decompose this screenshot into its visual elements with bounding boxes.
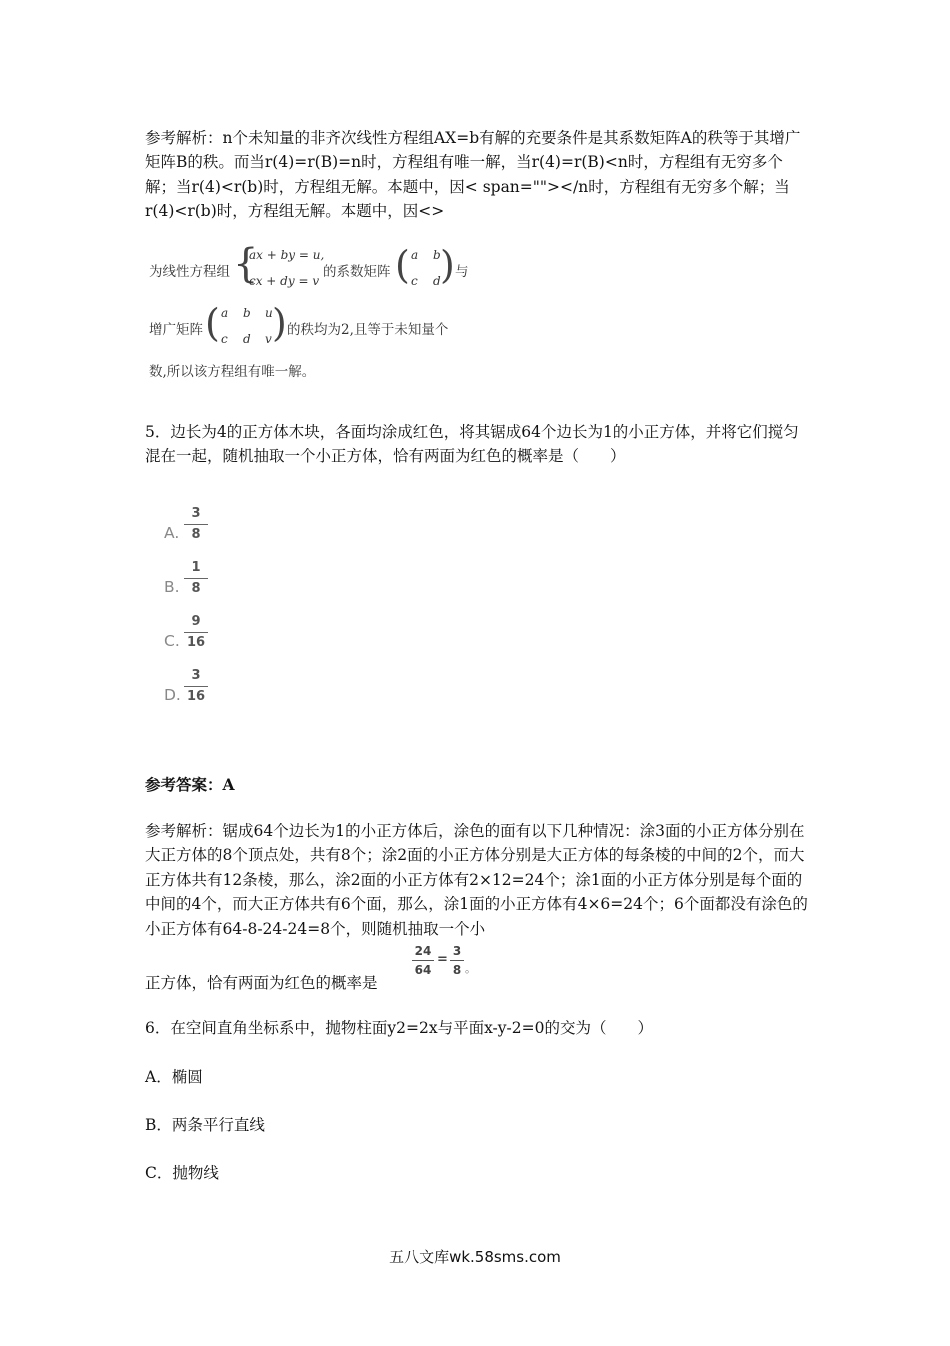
aug-c: c xyxy=(221,332,228,346)
figure-line1-suffix: 与 xyxy=(455,264,469,280)
coef-b: b xyxy=(433,248,441,262)
analysis-end-line: 正方体，恰有两面为红色的概率是 xyxy=(145,974,378,992)
answer-label: 参考答案：A xyxy=(145,775,235,794)
right-paren-icon: ) xyxy=(272,301,287,345)
option-c-letter: C. xyxy=(164,632,180,650)
option-d-letter: D. xyxy=(164,686,181,704)
aug-v: v xyxy=(265,332,272,346)
footer-site: 五八文库wk.58sms.com xyxy=(389,1248,561,1266)
question-6: 6．在空间直角坐标系中，抛物柱面y2=2x与平面x-y-2=0的交为（ ） xyxy=(145,1019,653,1037)
option-b-letter: B. xyxy=(164,578,180,596)
result-equals: = xyxy=(437,952,448,967)
analysis-paragraph-2: 参考解析：锯成64个边长为1的小正方体后，涂色的面有以下几种情况：涂3面的小正方体分别在大正方体的8个顶点处，共有8个；涂2面的小正方体分别是大正方体的每条棱的中间的2个，而大正方体共有12条棱，那么，涂2面的小正方体有2×12=24个；涂1面的小正方体分别是每个面的中间的4个，而大正方体共有6个面，那么，涂1面的小正方体有4×6=24个；6个面都没有涂色的小正方体有64-8-24-24=8个，则随机抽取一个小 xyxy=(145,822,808,938)
option-c-fraction: 9 16 xyxy=(184,615,208,650)
figure-line2-prefix: 增广矩阵 xyxy=(149,322,203,338)
aug-b: b xyxy=(243,306,251,320)
equation-1: ax + by = u, xyxy=(249,248,325,262)
coef-c: c xyxy=(411,274,418,288)
coef-d: d xyxy=(433,274,441,288)
question-5: 5．边长为4的正方体木块，各面均涂成红色，将其锯成64个边长为1的小正方体，并将它们搅匀混在一起，随机抽取一个小正方体，恰有两面为红色的概率是（ ） xyxy=(145,423,799,466)
figure-line2-suffix: 的秩均为2,且等于未知量个 xyxy=(287,322,449,338)
equation-2: cx + dy = v xyxy=(249,274,320,288)
q6-option-b: B．两条平行直线 xyxy=(145,1116,265,1134)
brace-icon: { xyxy=(233,241,259,287)
result-period: 。 xyxy=(465,962,476,975)
option-a-letter: A. xyxy=(164,524,180,542)
aug-a: a xyxy=(221,306,229,320)
figure-line1-prefix: 为线性方程组 xyxy=(149,264,230,280)
q6-option-a: A．椭圆 xyxy=(145,1068,203,1086)
option-a-fraction: 3 8 xyxy=(184,507,208,542)
figure-line3: 数,所以该方程组有唯一解。 xyxy=(149,364,316,380)
result-fraction-2: 3 8 xyxy=(450,944,464,977)
left-paren-icon: ( xyxy=(395,243,410,287)
left-paren-icon: ( xyxy=(205,301,220,345)
option-b-fraction: 1 8 xyxy=(184,561,208,596)
q6-option-c: C．抛物线 xyxy=(145,1164,219,1182)
aug-u: u xyxy=(265,306,273,320)
option-d-fraction: 3 16 xyxy=(184,669,208,704)
analysis-paragraph-1: 参考解析：n个未知量的非齐次线性方程组AX=b有解的充要条件是其系数矩阵A的秩等于其增广矩阵B的秩。而当r(4)=r(B)=n时，方程组有唯一解，当r(4)=r(B)<n时，方程组有无穷多个解；当r(4)<r(b)时，方程组无解。本题中，因< span=""></n时，方程组有无穷多个解；当r(4)<r(b)时，方程组无解。本题中，因<> xyxy=(145,129,801,221)
coef-a: a xyxy=(411,248,419,262)
aug-d: d xyxy=(243,332,251,346)
figure-line1-mid: 的系数矩阵 xyxy=(323,264,391,280)
result-fraction-1: 24 64 xyxy=(412,944,434,977)
right-paren-icon: ) xyxy=(440,243,455,287)
explanation-figure xyxy=(145,240,475,385)
